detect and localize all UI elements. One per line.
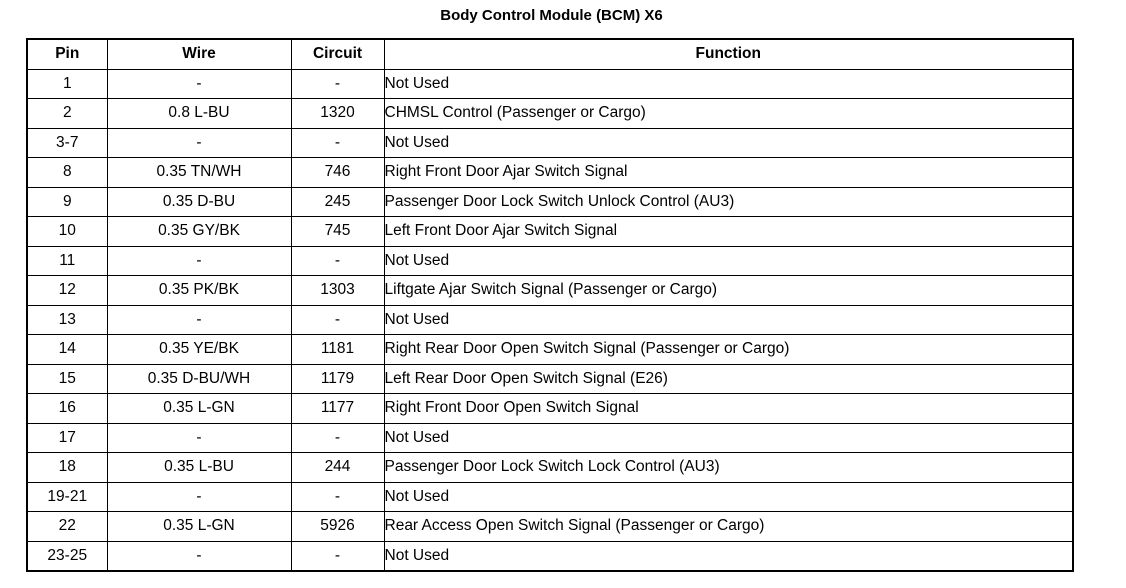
table-row — [27, 187, 1073, 217]
cell-wire: - — [107, 246, 291, 276]
cell-circuit: 745 — [291, 217, 384, 247]
header-row — [27, 39, 1073, 69]
cell-pin: 14 — [27, 335, 107, 365]
cell-pin: 8 — [27, 158, 107, 188]
cell-circuit: 746 — [291, 158, 384, 188]
cell-pin: 9 — [27, 187, 107, 217]
cell-circuit: 1179 — [291, 364, 384, 394]
cell-circuit: - — [291, 128, 384, 158]
cell-circuit: - — [291, 541, 384, 571]
cell-wire: 0.35 D-BU — [107, 187, 291, 217]
cell-pin: 16 — [27, 394, 107, 424]
cell-function: Right Front Door Ajar Switch Signal — [384, 158, 1073, 188]
header-circuit: Circuit — [291, 39, 384, 69]
table-row — [27, 128, 1073, 158]
cell-circuit: - — [291, 305, 384, 335]
header-function: Function — [384, 39, 1073, 69]
cell-function: Passenger Door Lock Switch Unlock Control (AU3) — [384, 187, 1073, 217]
cell-circuit: - — [291, 423, 384, 453]
cell-pin: 19-21 — [27, 482, 107, 512]
cell-function: Rear Access Open Switch Signal (Passenger or Cargo) — [384, 512, 1073, 542]
table-row — [27, 158, 1073, 188]
cell-function: Not Used — [384, 305, 1073, 335]
cell-wire: 0.35 D-BU/WH — [107, 364, 291, 394]
cell-wire: - — [107, 423, 291, 453]
table-title: Body Control Module (BCM) X6 — [440, 7, 663, 24]
cell-function: Right Rear Door Open Switch Signal (Passenger or Cargo) — [384, 335, 1073, 365]
table-row — [27, 99, 1073, 129]
table-row — [27, 305, 1073, 335]
cell-wire: - — [107, 482, 291, 512]
table-row — [27, 512, 1073, 542]
cell-function: Not Used — [384, 128, 1073, 158]
table-row — [27, 217, 1073, 247]
cell-wire: - — [107, 305, 291, 335]
table-row — [27, 335, 1073, 365]
table-row — [27, 423, 1073, 453]
cell-circuit: 1303 — [291, 276, 384, 306]
cell-wire: 0.35 L-GN — [107, 394, 291, 424]
cell-pin: 15 — [27, 364, 107, 394]
cell-function: Not Used — [384, 69, 1073, 99]
cell-wire: 0.35 L-BU — [107, 453, 291, 483]
cell-pin: 13 — [27, 305, 107, 335]
cell-wire: 0.35 YE/BK — [107, 335, 291, 365]
cell-wire: 0.35 GY/BK — [107, 217, 291, 247]
cell-circuit: 5926 — [291, 512, 384, 542]
cell-wire: 0.8 L-BU — [107, 99, 291, 129]
cell-function: Right Front Door Open Switch Signal — [384, 394, 1073, 424]
cell-wire: - — [107, 69, 291, 99]
cell-wire: 0.35 L-GN — [107, 512, 291, 542]
cell-circuit: 244 — [291, 453, 384, 483]
table-row — [27, 394, 1073, 424]
table-body — [27, 69, 1073, 571]
cell-function: Left Front Door Ajar Switch Signal — [384, 217, 1073, 247]
cell-function: Not Used — [384, 423, 1073, 453]
cell-circuit: 1181 — [291, 335, 384, 365]
cell-pin: 11 — [27, 246, 107, 276]
cell-wire: - — [107, 128, 291, 158]
table-row — [27, 482, 1073, 512]
cell-circuit: - — [291, 69, 384, 99]
cell-function: Not Used — [384, 246, 1073, 276]
cell-pin: 18 — [27, 453, 107, 483]
cell-pin: 3-7 — [27, 128, 107, 158]
cell-circuit: - — [291, 246, 384, 276]
cell-function: Not Used — [384, 541, 1073, 571]
connector-pinout-table — [26, 38, 1074, 572]
cell-wire: 0.35 TN/WH — [107, 158, 291, 188]
table-row — [27, 69, 1073, 99]
cell-function: Liftgate Ajar Switch Signal (Passenger or Cargo) — [384, 276, 1073, 306]
cell-wire: 0.35 PK/BK — [107, 276, 291, 306]
cell-pin: 2 — [27, 99, 107, 129]
header-pin: Pin — [27, 39, 107, 69]
cell-pin: 22 — [27, 512, 107, 542]
table-row — [27, 246, 1073, 276]
cell-function: Left Rear Door Open Switch Signal (E26) — [384, 364, 1073, 394]
cell-circuit: - — [291, 482, 384, 512]
header-wire: Wire — [107, 39, 291, 69]
cell-pin: 12 — [27, 276, 107, 306]
cell-function: Passenger Door Lock Switch Lock Control (AU3) — [384, 453, 1073, 483]
cell-pin: 10 — [27, 217, 107, 247]
cell-circuit: 1177 — [291, 394, 384, 424]
cell-pin: 23-25 — [27, 541, 107, 571]
table-row — [27, 364, 1073, 394]
table-row — [27, 541, 1073, 571]
cell-circuit: 1320 — [291, 99, 384, 129]
cell-function: Not Used — [384, 482, 1073, 512]
cell-pin: 1 — [27, 69, 107, 99]
cell-function: CHMSL Control (Passenger or Cargo) — [384, 99, 1073, 129]
table-row — [27, 276, 1073, 306]
cell-pin: 17 — [27, 423, 107, 453]
cell-circuit: 245 — [291, 187, 384, 217]
cell-wire: - — [107, 541, 291, 571]
table-row — [27, 453, 1073, 483]
